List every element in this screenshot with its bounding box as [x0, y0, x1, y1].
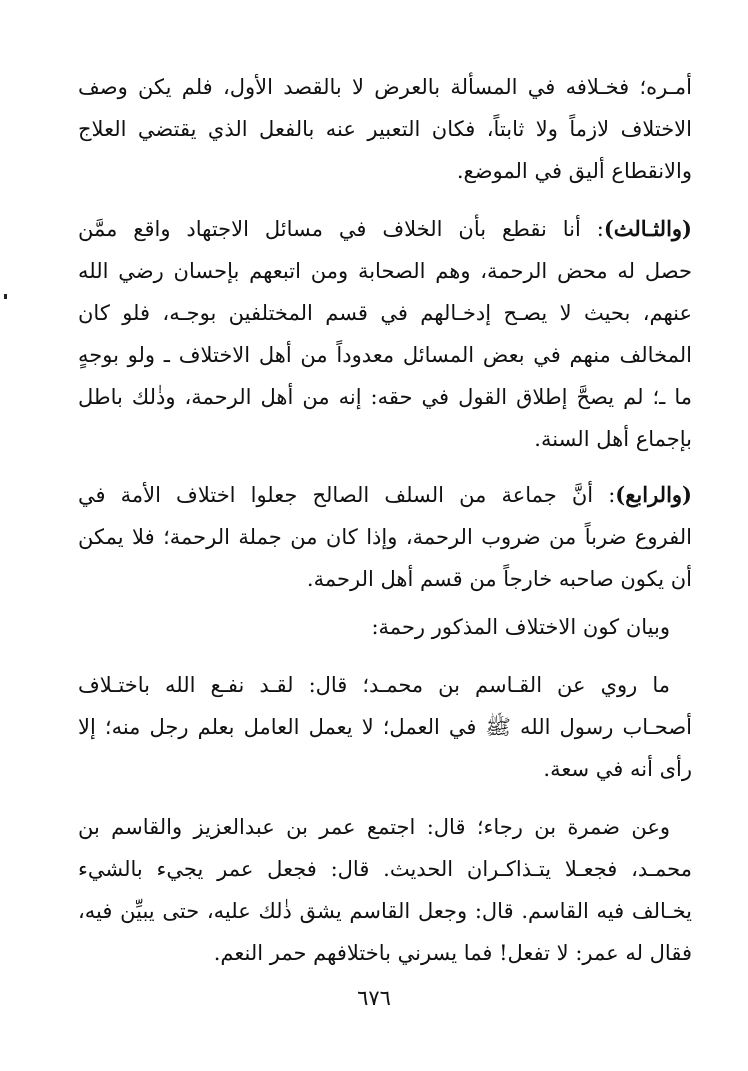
paragraph-explanation-heading — [78, 606, 692, 648]
paragraph-line: فقال له عمر: لا تفعل! فما يسرني باختلافهم حمر النعم. — [213, 941, 692, 965]
paragraph-line: عنهم، بحيث لا يصـح إدخـالهم في قسم المختلفين بوجـه، فلو كان — [78, 301, 692, 325]
paragraph-line: الاختلاف لازماً ولا ثابتاً، فكان التعبير عنه بالفعل الذي يقتضي العلاج — [78, 117, 692, 141]
page-number: ٦٧٦ — [357, 986, 391, 1010]
paragraph-damra-narration — [78, 806, 692, 974]
section-lead-third: (والثـالث) — [603, 216, 692, 241]
paragraph-line: بإجماع أهل السنة. — [534, 427, 692, 451]
paragraph-line — [78, 208, 692, 250]
paragraph-line: والانقطاع أليق في الموضع. — [456, 159, 692, 183]
paragraph-line: رأى أنه في سعة. — [543, 757, 692, 781]
paragraph-line: محمـد، فجعـلا يتـذاكـران الحديث. قال: فجعل عمر يجيء بالشيء — [78, 857, 692, 881]
scan-edge-mark — [4, 294, 7, 299]
paragraph-line: وعن ضمرة بن رجاء؛ قال: اجتمع عمر بن عبدالعزيز والقاسم بن — [78, 815, 670, 839]
paragraph-line: أصحـاب رسول الله ﷺ في العمل؛ لا يعمل العامل بعلم رجل منه؛ إلا — [78, 715, 692, 739]
paragraph-fourth-point — [78, 474, 692, 600]
paragraph-line: الفروع ضرباً من ضروب الرحمة، وإذا كان من جملة الرحمة؛ فلا يمكن — [78, 525, 692, 549]
paragraph-line: أن يكون صاحبه خارجاً من قسم أهل الرحمة. — [306, 567, 692, 591]
paragraph-line-text: : أنَّ جماعة من السلف الصالح جعلوا اختلاف الأمة في — [78, 483, 616, 507]
paragraph-line: ما روي عن القـاسم بن محمـد؛ قال: لقـد نفـع الله باختـلاف — [78, 673, 670, 697]
paragraph-third-point — [78, 208, 692, 460]
paragraph-line: وبيان كون الاختلاف المذكور رحمة: — [371, 615, 670, 639]
paragraph-line: يخـالف فيه القاسم. قال: وجعل القاسم يشق ذٰلك عليه، حتى يبيِّن فيه، — [78, 899, 692, 923]
section-lead-fourth: (والرابع) — [615, 482, 692, 507]
paragraph-line — [78, 474, 692, 516]
paragraph-line: ما ـ؛ لم يصحَّ إطلاق القول في حقه: إنه من أهل الرحمة، وذٰلك باطل — [78, 385, 692, 409]
paragraph-1 — [78, 66, 692, 192]
paragraph-line: حصل له محض الرحمة، وهم الصحابة ومن اتبعهم بإحسان رضي الله — [78, 259, 692, 283]
paragraph-line: المخالف منهم في بعض المسائل معدوداً من أهل الاختلاف ـ ولو بوجهٍ — [78, 343, 692, 367]
paragraph-line: أمـره؛ فخـلافه في المسألة بالعرض لا بالقصد الأول، فلم يكن وصف — [78, 75, 692, 99]
paragraph-line-text: : أنا نقطع بأن الخلاف في مسائل الاجتهاد واقع ممَّن — [78, 217, 604, 241]
paragraph-qasim-narration — [78, 664, 692, 790]
